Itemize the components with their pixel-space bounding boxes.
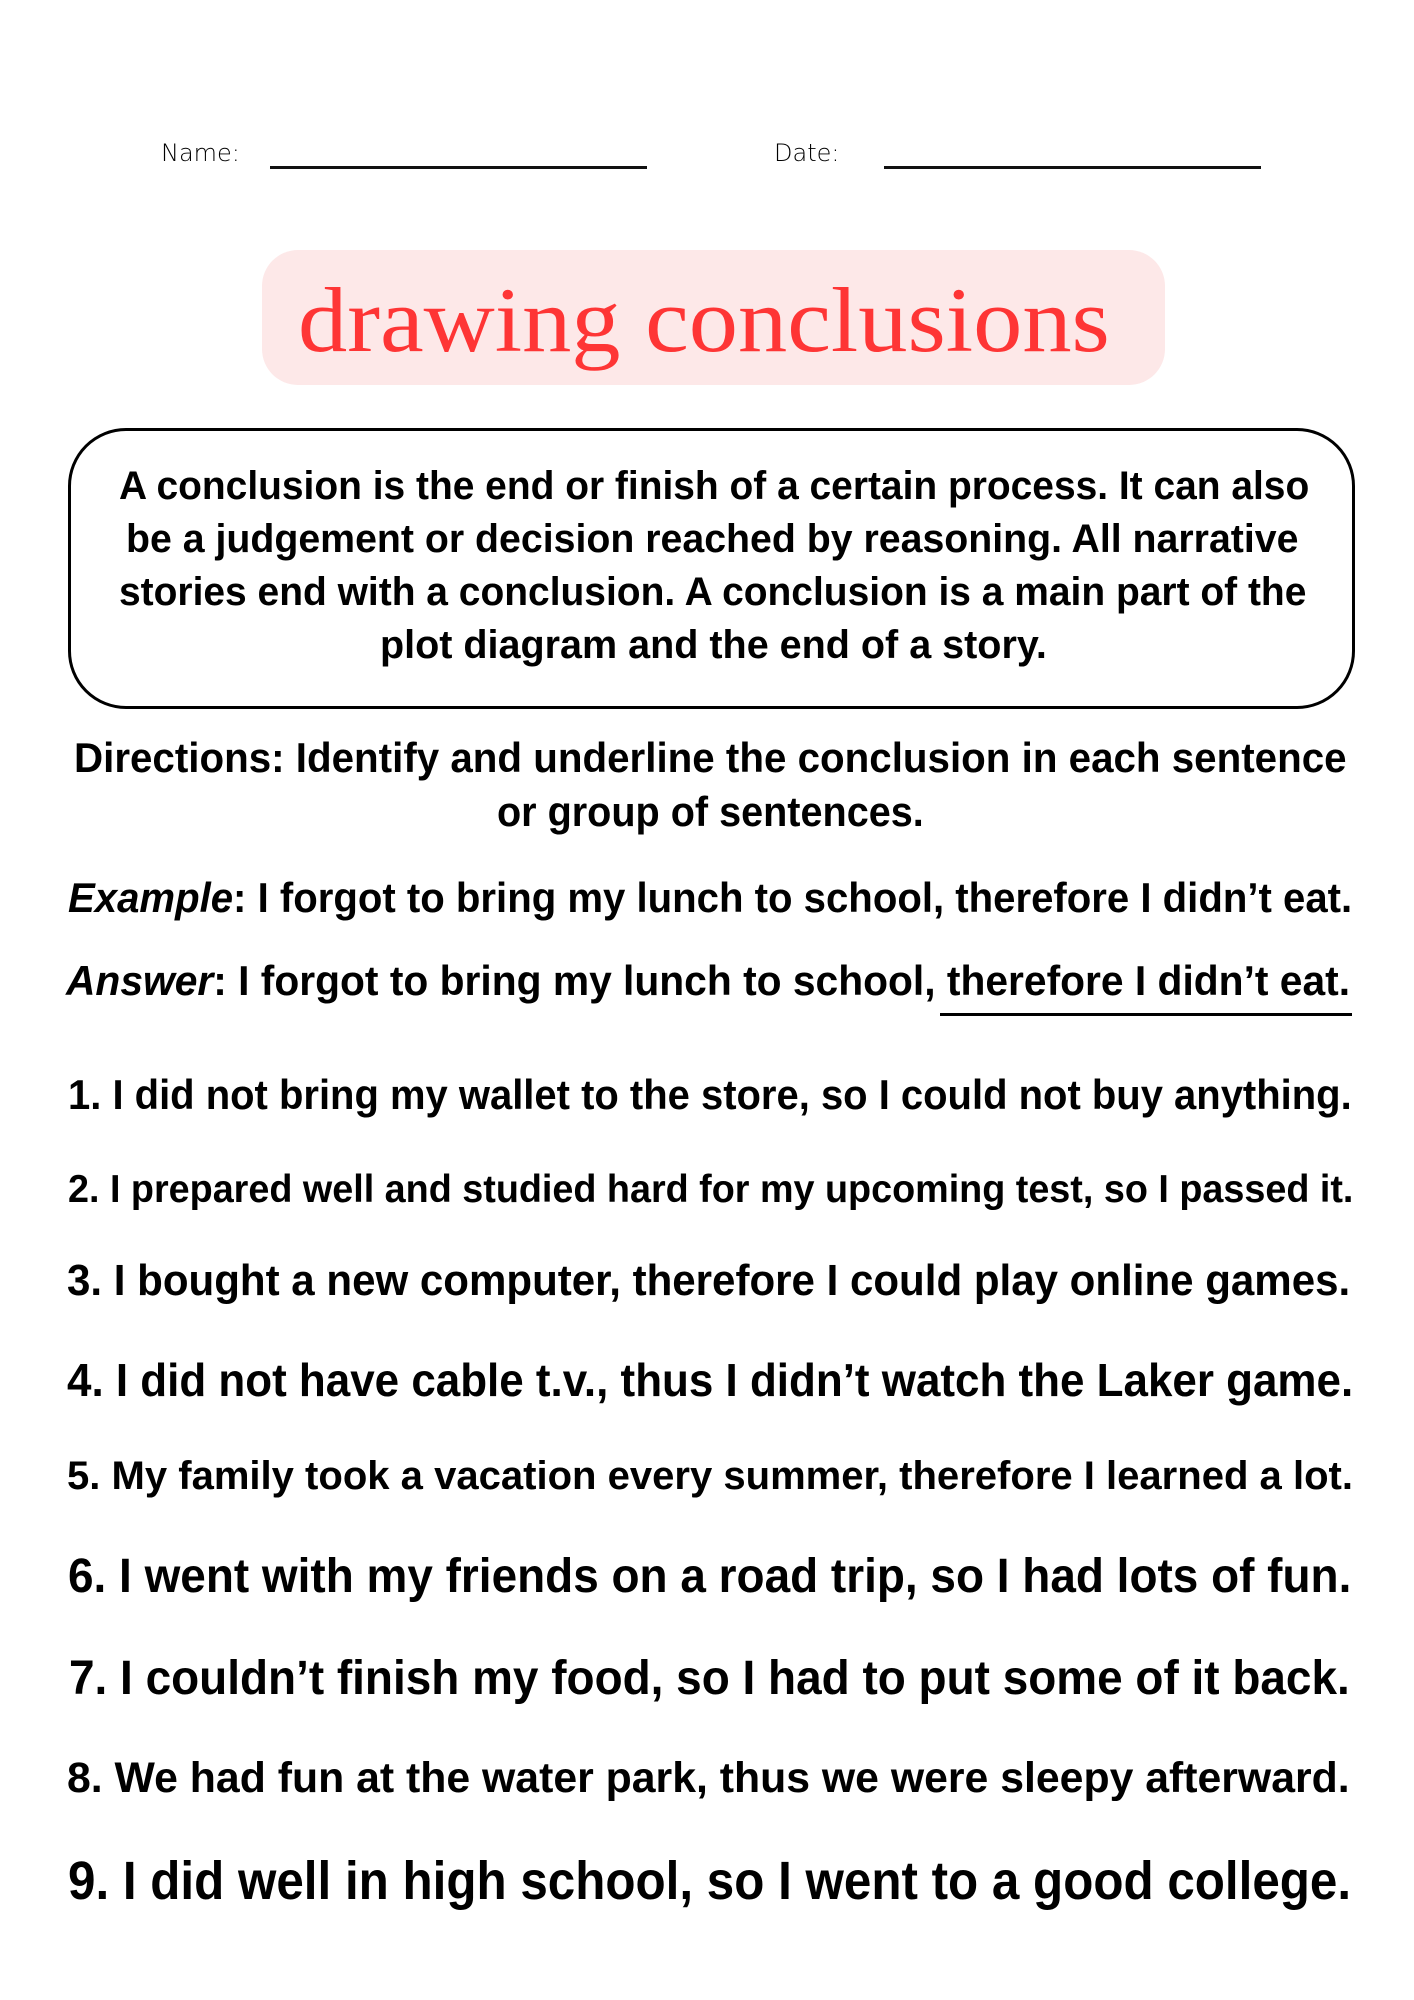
exercise-item-8[interactable]: 8. We had fun at the water park, thus we were sleepy afterward. [67, 1754, 1350, 1802]
definition-line: be a judgement or decision reached by reasoning. All narrative [126, 517, 1299, 561]
directions-line: or group of sentences. [497, 788, 924, 835]
definition-line: A conclusion is the end or finish of a certain process. It can also [119, 464, 1310, 508]
definition-line: plot diagram and the end of a story. [380, 623, 1047, 667]
answer-underlined-conclusion: therefore I didn’t eat. [946, 957, 1351, 1004]
answer-underline [940, 1013, 1352, 1016]
name-field-line[interactable] [270, 166, 647, 169]
page-title: drawing conclusions [298, 269, 1110, 371]
answer-label: Answer [66, 957, 214, 1004]
date-field-line[interactable] [884, 166, 1261, 169]
exercise-item-6[interactable]: 6. I went with my friends on a road trip, so I had lots of fun. [68, 1550, 1352, 1603]
exercise-item-4[interactable]: 4. I did not have cable t.v., thus I didn’t watch the Laker game. [67, 1354, 1354, 1406]
exercise-item-3[interactable]: 3. I bought a new computer, therefore I could play online games. [67, 1256, 1351, 1305]
exercise-item-1[interactable]: 1. I did not bring my wallet to the store, so I could not buy anything. [68, 1071, 1352, 1118]
exercise-item-5[interactable]: 5. My family took a vacation every summer, therefore I learned a lot. [67, 1454, 1353, 1498]
answer-text: : I forgot to bring my lunch to school, [213, 957, 947, 1004]
example-text: : I forgot to bring my lunch to school, therefore I didn’t eat. [233, 874, 1353, 921]
exercise-item-9[interactable]: 9. I did well in high school, so I went to a good college. [68, 1851, 1352, 1911]
definition-line: stories end with a conclusion. A conclusion is a main part of the [119, 570, 1307, 614]
exercise-item-2[interactable]: 2. I prepared well and studied hard for my upcoming test, so I passed it. [68, 1168, 1354, 1211]
answer-sentence [66, 957, 1351, 1004]
date-label: Date: [774, 139, 840, 167]
name-label: Name: [161, 139, 240, 167]
directions-line: Directions: Identify and underline the conclusion in each sentence [74, 734, 1347, 781]
example-label: Example [68, 874, 234, 921]
example-sentence [68, 874, 1353, 921]
exercise-item-7[interactable]: 7. I couldn’t finish my food, so I had to put some of it back. [69, 1652, 1350, 1705]
